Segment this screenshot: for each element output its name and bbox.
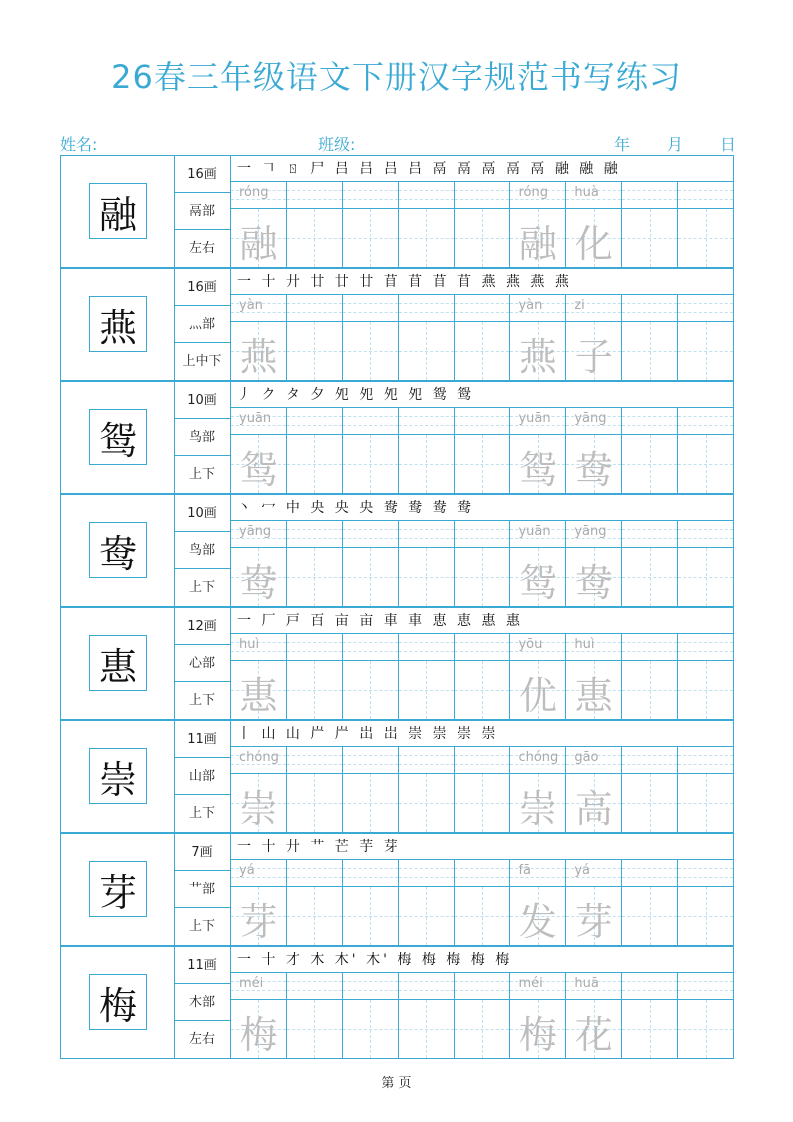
writing-row bbox=[231, 408, 733, 493]
writing-cell[interactable] bbox=[287, 295, 343, 380]
writing-cell[interactable] bbox=[231, 747, 287, 832]
char-cell bbox=[61, 269, 175, 380]
writing-cell[interactable] bbox=[510, 860, 566, 945]
writing-cell[interactable] bbox=[343, 182, 399, 267]
writing-cell[interactable] bbox=[622, 634, 678, 719]
day-label: 日 bbox=[720, 135, 737, 154]
pinyin: yuān bbox=[239, 411, 272, 426]
writing-row bbox=[231, 747, 733, 832]
writing-cell[interactable] bbox=[678, 860, 733, 945]
writing-cell[interactable] bbox=[231, 860, 287, 945]
writing-cell[interactable] bbox=[343, 747, 399, 832]
writing-cell[interactable] bbox=[399, 408, 455, 493]
writing-cell[interactable] bbox=[678, 521, 733, 606]
writing-cell[interactable] bbox=[510, 747, 566, 832]
char-meta bbox=[174, 495, 231, 606]
writing-cell[interactable] bbox=[566, 973, 622, 1058]
trace-character: 子 bbox=[574, 335, 613, 379]
radical: 鬲部 bbox=[174, 193, 230, 230]
writing-cell[interactable] bbox=[231, 295, 287, 380]
character-block bbox=[60, 155, 734, 268]
stroke-count: 16画 bbox=[174, 156, 230, 193]
stroke-count: 10画 bbox=[174, 382, 230, 419]
stroke-order: 丿 ク タ 夕 夗 夗 夗 夗 鸳 鸳 bbox=[231, 382, 733, 408]
writing-cell[interactable] bbox=[455, 295, 511, 380]
pinyin: chóng bbox=[518, 750, 559, 765]
trace-character: 惠 bbox=[239, 674, 278, 718]
writing-cell[interactable] bbox=[510, 973, 566, 1058]
writing-row bbox=[231, 295, 733, 380]
writing-cell[interactable] bbox=[566, 182, 622, 267]
writing-cell[interactable] bbox=[510, 521, 566, 606]
char-meta bbox=[174, 721, 231, 832]
structure: 上下 bbox=[188, 467, 215, 482]
writing-cell[interactable] bbox=[399, 295, 455, 380]
pinyin: huà bbox=[574, 185, 599, 200]
writing-cell[interactable] bbox=[455, 408, 511, 493]
trace-character: 融 bbox=[518, 222, 557, 266]
writing-cell[interactable] bbox=[455, 182, 511, 267]
stroke-count: 16画 bbox=[174, 269, 230, 306]
pinyin: yōu bbox=[518, 637, 543, 652]
trace-character: 发 bbox=[518, 900, 557, 944]
writing-row bbox=[231, 634, 733, 719]
trace-character: 燕 bbox=[239, 335, 278, 379]
stroke-count: 12画 bbox=[174, 608, 230, 645]
pinyin: yuān bbox=[518, 411, 551, 426]
pinyin: yá bbox=[239, 863, 255, 878]
writing-cell[interactable] bbox=[510, 295, 566, 380]
writing-cell[interactable] bbox=[287, 860, 343, 945]
trace-character: 崇 bbox=[518, 787, 557, 831]
trace-character: 崇 bbox=[239, 787, 278, 831]
structure: 左右 bbox=[188, 1032, 215, 1047]
writing-cell[interactable] bbox=[343, 408, 399, 493]
stroke-order: 一 厂 戸 百 亩 亩 車 車 恵 恵 惠 惠 bbox=[231, 608, 733, 634]
writing-cell[interactable] bbox=[678, 973, 733, 1058]
stroke-order: 丨 山 山 屵 屵 岀 岀 崇 崇 崇 崇 bbox=[231, 721, 733, 747]
structure: 上下 bbox=[188, 580, 215, 595]
writing-cell[interactable] bbox=[455, 747, 511, 832]
writing-cell[interactable] bbox=[343, 860, 399, 945]
trace-character: 芽 bbox=[574, 900, 613, 944]
trace-character: 惠 bbox=[574, 674, 613, 718]
page-footer: 第 页 bbox=[381, 1076, 412, 1091]
char-cell bbox=[61, 608, 175, 719]
writing-cell[interactable] bbox=[566, 747, 622, 832]
pinyin: yàn bbox=[239, 298, 263, 313]
pinyin: huì bbox=[239, 637, 260, 652]
char-meta bbox=[174, 834, 231, 945]
trace-character: 鸯 bbox=[239, 561, 278, 605]
trace-character: 梅 bbox=[518, 1013, 557, 1057]
main-character: 崇 bbox=[89, 748, 147, 804]
writing-cell[interactable] bbox=[399, 973, 455, 1058]
trace-character: 芽 bbox=[239, 900, 278, 944]
writing-cell[interactable] bbox=[399, 521, 455, 606]
writing-cell[interactable] bbox=[231, 521, 287, 606]
pinyin: yá bbox=[574, 863, 591, 878]
writing-cell[interactable] bbox=[678, 747, 733, 832]
main-character: 梅 bbox=[89, 974, 147, 1030]
writing-cell[interactable] bbox=[343, 295, 399, 380]
writing-cell[interactable] bbox=[343, 973, 399, 1058]
trace-character: 梅 bbox=[239, 1013, 278, 1057]
trace-character: 花 bbox=[574, 1013, 613, 1057]
radical: 木部 bbox=[174, 984, 230, 1021]
stroke-order: 丶 冖 中 央 央 央 鸯 鸯 鸯 鸯 bbox=[231, 495, 733, 521]
main-character: 惠 bbox=[89, 635, 147, 691]
character-block bbox=[60, 607, 734, 720]
class-label: 班级: bbox=[318, 135, 356, 154]
writing-cell[interactable] bbox=[566, 521, 622, 606]
writing-cell[interactable] bbox=[455, 860, 511, 945]
writing-cell[interactable] bbox=[455, 521, 511, 606]
writing-cell[interactable] bbox=[566, 860, 622, 945]
radical: 艹部 bbox=[174, 871, 230, 908]
name-label: 姓名: bbox=[60, 135, 98, 154]
char-cell bbox=[61, 834, 175, 945]
radical: 鸟部 bbox=[174, 419, 230, 456]
char-cell bbox=[61, 382, 175, 493]
writing-cell[interactable] bbox=[566, 634, 622, 719]
pinyin: yāng bbox=[574, 411, 607, 426]
character-block bbox=[60, 494, 734, 607]
trace-character: 鸳 bbox=[518, 561, 557, 605]
writing-cell[interactable] bbox=[287, 182, 343, 267]
stroke-order: 一 十 廾 艹 芒 芋 芽 bbox=[231, 834, 733, 860]
writing-cell[interactable] bbox=[287, 408, 343, 493]
main-character: 融 bbox=[89, 183, 147, 239]
pinyin: yāng bbox=[239, 524, 272, 539]
pinyin: huì bbox=[574, 637, 595, 652]
stroke-order: 一 𠃍 ㄖ 尸 吕 吕 吕 吕 鬲 鬲 鬲 鬲 鬲 融 融 融 bbox=[231, 156, 733, 182]
writing-cell[interactable] bbox=[622, 973, 678, 1058]
writing-cell[interactable] bbox=[510, 634, 566, 719]
char-meta bbox=[174, 947, 231, 1058]
stroke-count: 10画 bbox=[174, 495, 230, 532]
writing-cell[interactable] bbox=[231, 634, 287, 719]
writing-cell[interactable] bbox=[622, 408, 678, 493]
trace-character: 高 bbox=[574, 787, 613, 831]
character-block bbox=[60, 720, 734, 833]
writing-cell[interactable] bbox=[678, 408, 733, 493]
pinyin: yuān bbox=[518, 524, 551, 539]
trace-character: 鸳 bbox=[239, 448, 278, 492]
practice-grid bbox=[60, 155, 734, 1059]
pinyin: yāng bbox=[574, 524, 607, 539]
stroke-count: 11画 bbox=[174, 721, 230, 758]
pinyin: róng bbox=[518, 185, 548, 200]
radical: 鸟部 bbox=[174, 532, 230, 569]
pinyin: méi bbox=[239, 976, 264, 991]
structure: 左右 bbox=[188, 241, 215, 256]
trace-character: 优 bbox=[518, 674, 557, 718]
writing-cell[interactable] bbox=[231, 973, 287, 1058]
writing-cell[interactable] bbox=[399, 860, 455, 945]
char-cell bbox=[61, 721, 175, 832]
writing-cell[interactable] bbox=[231, 182, 287, 267]
page-title: 26春三年级语文下册汉字规范书写练习 bbox=[111, 58, 682, 96]
trace-character: 鸯 bbox=[574, 448, 613, 492]
pinyin: gāo bbox=[574, 750, 599, 765]
character-block bbox=[60, 946, 734, 1059]
pinyin: zi bbox=[574, 298, 585, 313]
writing-cell[interactable] bbox=[566, 295, 622, 380]
character-block bbox=[60, 833, 734, 946]
writing-cell[interactable] bbox=[343, 634, 399, 719]
char-meta bbox=[174, 156, 231, 267]
writing-cell[interactable] bbox=[287, 521, 343, 606]
month-label: 月 bbox=[667, 135, 684, 154]
radical: 心部 bbox=[174, 645, 230, 682]
writing-cell[interactable] bbox=[231, 408, 287, 493]
pinyin: yàn bbox=[518, 298, 543, 313]
pinyin: méi bbox=[518, 976, 543, 991]
writing-cell[interactable] bbox=[399, 747, 455, 832]
character-block bbox=[60, 268, 734, 381]
writing-cell[interactable] bbox=[287, 634, 343, 719]
writing-cell[interactable] bbox=[622, 860, 678, 945]
main-character: 鸯 bbox=[89, 522, 147, 578]
writing-cell[interactable] bbox=[678, 295, 733, 380]
writing-cell[interactable] bbox=[287, 973, 343, 1058]
writing-cell[interactable] bbox=[399, 182, 455, 267]
radical: 山部 bbox=[174, 758, 230, 795]
main-character: 燕 bbox=[89, 296, 147, 352]
stroke-order: 一 十 廾 廿 廿 廿 苜 苜 苜 苜 燕 燕 燕 燕 bbox=[231, 269, 733, 295]
writing-cell[interactable] bbox=[510, 182, 566, 267]
writing-cell[interactable] bbox=[622, 747, 678, 832]
writing-row bbox=[231, 860, 733, 945]
pinyin: huā bbox=[574, 976, 599, 991]
char-meta bbox=[174, 608, 231, 719]
radical: 灬部 bbox=[174, 306, 230, 343]
stroke-order: 一 十 才 木 木' 木' 梅 梅 梅 梅 梅 bbox=[231, 947, 733, 973]
trace-character: 化 bbox=[574, 222, 613, 266]
structure: 上下 bbox=[188, 919, 215, 934]
trace-character: 燕 bbox=[518, 335, 557, 379]
trace-character: 融 bbox=[239, 222, 278, 266]
writing-cell[interactable] bbox=[343, 521, 399, 606]
structure: 上中下 bbox=[182, 354, 222, 369]
char-cell bbox=[61, 156, 175, 267]
pinyin: róng bbox=[239, 185, 269, 200]
writing-cell[interactable] bbox=[622, 295, 678, 380]
writing-row bbox=[231, 182, 733, 267]
year-label: 年 bbox=[614, 135, 631, 154]
stroke-count: 11画 bbox=[174, 947, 230, 984]
writing-cell[interactable] bbox=[622, 521, 678, 606]
trace-character: 鸯 bbox=[574, 561, 613, 605]
writing-cell[interactable] bbox=[566, 408, 622, 493]
writing-cell[interactable] bbox=[455, 973, 511, 1058]
structure: 上下 bbox=[188, 693, 215, 708]
stroke-count: 7画 bbox=[174, 834, 230, 871]
char-meta bbox=[174, 269, 231, 380]
writing-cell[interactable] bbox=[287, 747, 343, 832]
pinyin: fā bbox=[518, 863, 531, 878]
writing-row bbox=[231, 521, 733, 606]
main-character: 鸳 bbox=[89, 409, 147, 465]
main-character: 芽 bbox=[89, 861, 147, 917]
writing-cell[interactable] bbox=[399, 634, 455, 719]
pinyin: chóng bbox=[239, 750, 279, 765]
char-cell bbox=[61, 947, 175, 1058]
writing-cell[interactable] bbox=[678, 634, 733, 719]
writing-cell[interactable] bbox=[678, 182, 733, 267]
char-cell bbox=[61, 495, 175, 606]
writing-cell[interactable] bbox=[510, 408, 566, 493]
char-meta bbox=[174, 382, 231, 493]
character-block bbox=[60, 381, 734, 494]
trace-character: 鸳 bbox=[518, 448, 557, 492]
writing-cell[interactable] bbox=[455, 634, 511, 719]
writing-row bbox=[231, 973, 733, 1058]
structure: 上下 bbox=[188, 806, 215, 821]
writing-cell[interactable] bbox=[622, 182, 678, 267]
